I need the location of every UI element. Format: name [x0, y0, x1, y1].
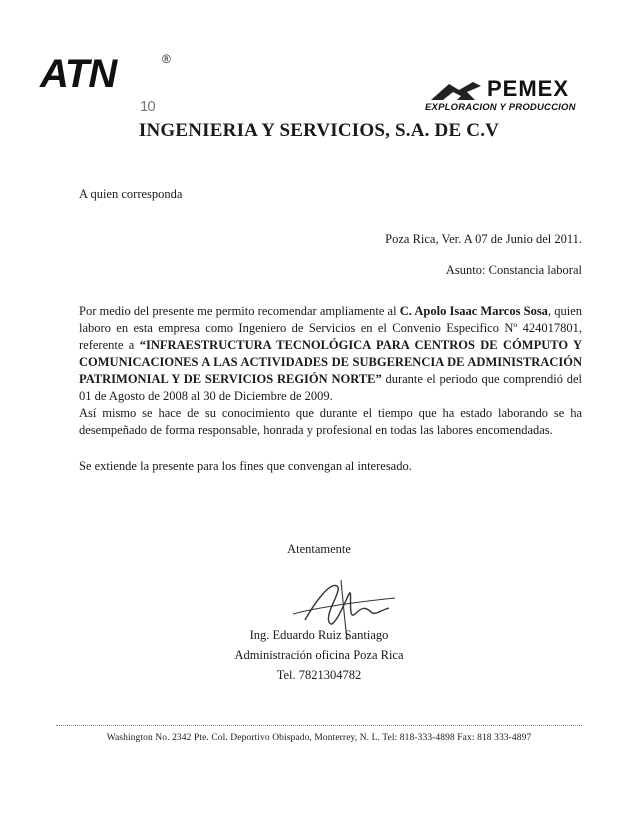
anniversary-badge: 10 — [140, 98, 155, 115]
date-line: Poza Rica, Ver. A 07 de Junio del 2011. — [385, 232, 582, 246]
para1-text-2: , quien laboro en esta empresa como Ingeniero de Servicios en el Convenio Especifico Nº 424017801, referente a — [79, 304, 582, 352]
company-name: INGENIERIA Y SERVICIOS, S.A. DE C.V — [138, 120, 500, 141]
footer-address: Washington No. 2342 Pte. Col. Deportivo Obispado, Monterrey, N. L. Tel: 818-333-4898 Fax: 818 333-4897 — [106, 733, 532, 743]
pemex-logo — [425, 72, 585, 118]
footer-divider — [56, 725, 582, 726]
pemex-eagle-icon — [429, 80, 483, 102]
para1-text-1: Por medio del presente me permito recomendar ampliamente al — [79, 304, 400, 318]
atn-logo-mark: ATN — [40, 52, 117, 96]
pemex-tagline: EXPLORACION Y PRODUCCION — [425, 102, 576, 113]
subject-line: Asunto: Constancia laboral — [445, 263, 582, 277]
registered-mark: ® — [162, 52, 171, 66]
purpose-paragraph: Se extiende la presente para los fines que convengan al interesado. — [79, 459, 412, 473]
signer-phone: Tel. 7821304782 — [276, 668, 362, 682]
signer-role: Administración oficina Poza Rica — [234, 648, 404, 662]
employee-name: C. Apolo Isaac Marcos Sosa — [399, 304, 548, 318]
conduct-paragraph: Así mismo se hace de su conocimiento que durante el tiempo que ha estado laborando se ha desempeñado de forma responsable, honrada y profesional en todas las labores encomendadas. — [79, 406, 582, 437]
atn-logo — [40, 52, 180, 114]
recommendation-paragraph — [79, 303, 582, 405]
salutation: A quien corresponda — [79, 187, 183, 201]
project-title: “INFRAESTRUCTURA TECNOLÓGICA PARA CENTROS DE CÓMPUTO Y COMUNICACIONES A LAS ACTIVIDADES DE SUBGERENCIA DE ADMINISTRACIÓN PATRIMONIAL Y DE SERVICIOS REGIÓN NORTE” — [79, 338, 583, 386]
para1-text-3: durante el periodo que comprendió del 01 de Agosto de 2008 al 30 de Diciembre de 2009. — [79, 372, 582, 403]
closing: Atentamente — [287, 542, 351, 556]
pemex-wordmark: PEMEX — [487, 76, 570, 101]
signer-name: Ing. Eduardo Ruiz Santiago — [249, 628, 389, 642]
